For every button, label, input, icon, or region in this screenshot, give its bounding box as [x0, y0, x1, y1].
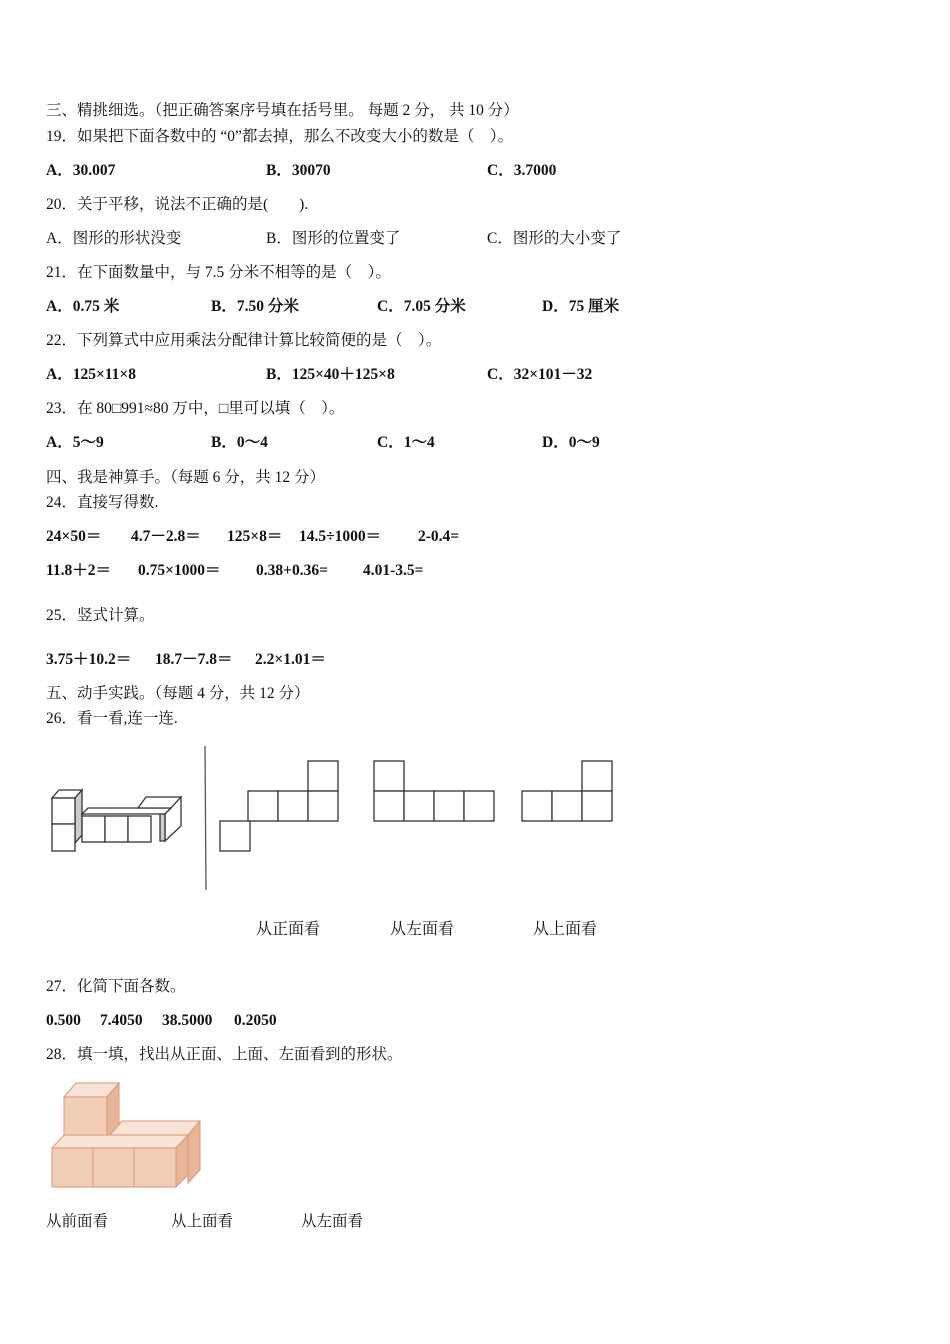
- question-26: 26．看一看,连一连.: [46, 710, 178, 727]
- option: C．1～4: [377, 434, 435, 451]
- calc-item: 18.7－7.8＝: [155, 651, 233, 668]
- cube-solid: [52, 790, 181, 851]
- question-28: 28．填一填，找出从正面、上面、左面看到的形状。: [46, 1046, 403, 1063]
- section-4-heading: 四、我是神算手。（每题 6 分，共 12 分）: [46, 469, 326, 486]
- section-3-heading: 三、精挑细选。（把正确答案序号填在括号里。 每题 2 分， 共 10 分）: [46, 102, 519, 119]
- calc-item: 2.2×1.01＝: [255, 651, 326, 668]
- view-label: 从前面看: [46, 1213, 109, 1230]
- calc-item: 0.38+0.36=: [256, 562, 328, 579]
- number-item: 0.2050: [234, 1012, 277, 1029]
- calc-item: 3.75＋10.2＝: [46, 651, 132, 668]
- calc-item: 125×8＝: [227, 528, 283, 545]
- view-label: 从上面看: [533, 919, 598, 938]
- question-21: 21．在下面数量中，与 7.5 分米不相等的是（ ）。: [46, 264, 391, 281]
- number-item: 7.4050: [100, 1012, 143, 1029]
- section-5-heading: 五、动手实践。（每题 4 分，共 12 分）: [46, 685, 310, 702]
- number-item: 38.5000: [162, 1012, 213, 1029]
- calc-item: 14.5÷1000＝: [299, 528, 382, 545]
- question-22: 22．下列算式中应用乘法分配律计算比较简便的是（ ）。: [46, 332, 442, 349]
- option: D．75 厘米: [542, 298, 620, 315]
- option: A．125×11×8: [46, 366, 137, 383]
- view-label: 从左面看: [301, 1213, 364, 1230]
- option: A．图形的形状没变: [46, 230, 182, 247]
- question-23: 23．在 80□991≈80 万中，□里可以填（ ）。: [46, 400, 345, 417]
- view-a: [220, 761, 338, 851]
- calc-item: 4.7－2.8＝: [131, 528, 201, 545]
- calc-item: 4.01-3.5=: [363, 562, 424, 579]
- option: C．图形的大小变了: [487, 230, 622, 247]
- question-20: 20．关于平移，说法不正确的是( ).: [46, 196, 309, 213]
- question-25: 25．竖式计算。: [46, 607, 155, 624]
- option: A．0.75 米: [46, 298, 120, 315]
- calc-item: 0.75×1000＝: [138, 562, 221, 579]
- option: B．0～4: [211, 434, 268, 451]
- option: B．30070: [266, 162, 331, 179]
- calc-item: 11.8＋2＝: [46, 562, 112, 579]
- calc-item: 24×50＝: [46, 528, 102, 545]
- option: B．图形的位置变了: [266, 230, 401, 247]
- option: A．5～9: [46, 434, 104, 451]
- view-b: [374, 761, 494, 821]
- question-19: 19．如果把下面各数中的 “0”都去掉，那么不改变大小的数是（ ）。: [46, 128, 514, 145]
- view-label: 从左面看: [390, 919, 455, 938]
- cube-stack-figure: [40, 1075, 240, 1200]
- view-label: 从正面看: [256, 919, 321, 938]
- option: C．3.7000: [487, 162, 557, 179]
- calc-item: 2-0.4=: [418, 528, 460, 545]
- question-24: 24．直接写得数.: [46, 494, 159, 511]
- question-27: 27．化简下面各数。: [46, 978, 186, 995]
- option: D．0～9: [542, 434, 600, 451]
- views-figure: [40, 740, 640, 900]
- option: C．7.05 分米: [377, 298, 466, 315]
- number-item: 0.500: [46, 1012, 81, 1029]
- option: A．30.007: [46, 162, 116, 179]
- option: B．125×40＋125×8: [266, 366, 395, 383]
- option: C．32×101－32: [487, 366, 593, 383]
- view-c: [522, 761, 612, 821]
- view-label: 从上面看: [171, 1213, 234, 1230]
- option: B．7.50 分米: [211, 298, 299, 315]
